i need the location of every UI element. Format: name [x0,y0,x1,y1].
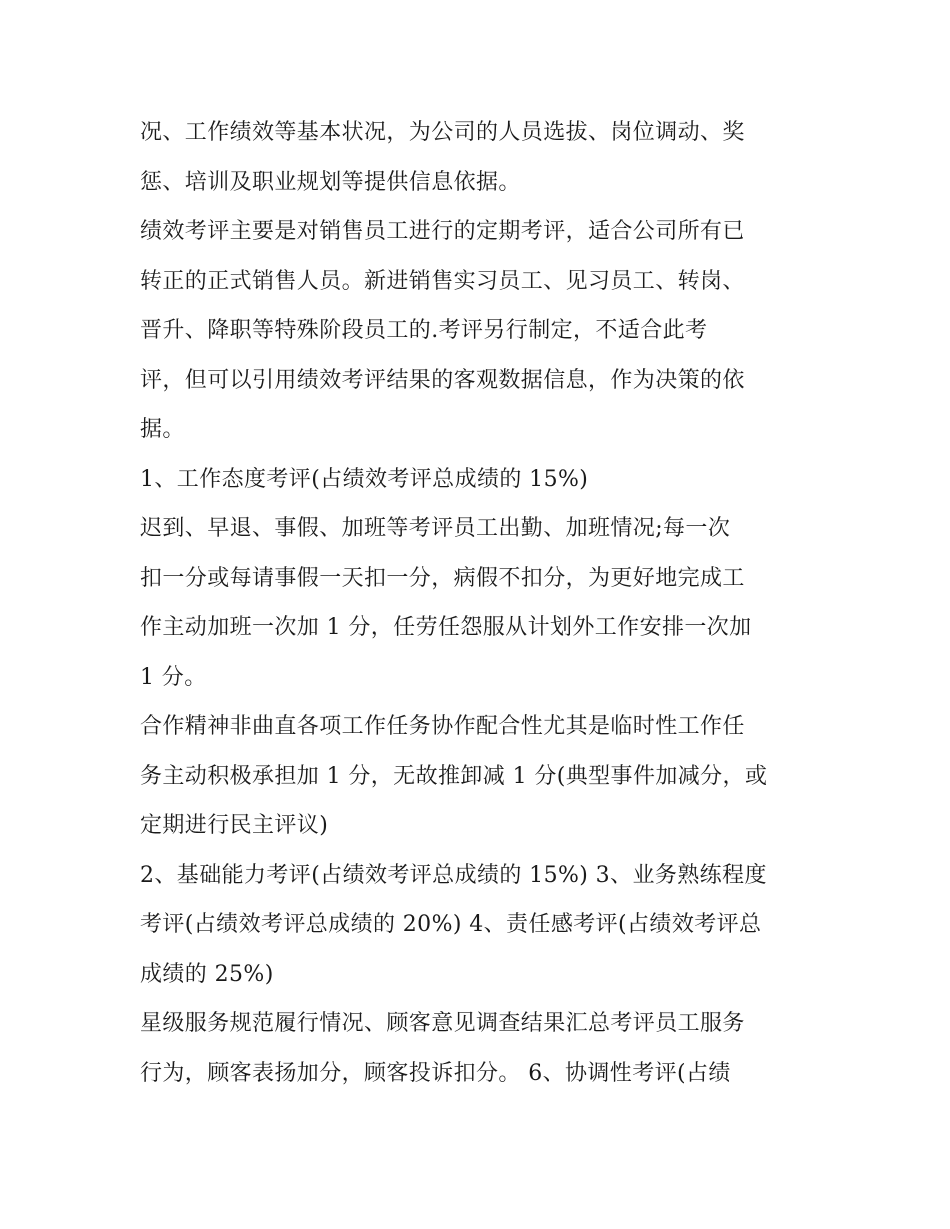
text-line: 绩效考评主要是对销售员工进行的定期考评，适合公司所有已 [140,219,745,244]
text-line: 考评(占绩效考评总成绩的 20%) 4、责任感考评(占绩效考评总 [140,912,762,937]
text-line: 行为，顾客表扬加分，顾客投诉扣分。 6、协调性考评(占绩 [140,1060,731,1086]
text-line: 晋升、降职等特殊阶段员工的.考评另行制定，不适合此考 [140,318,708,343]
text-line: 成绩的 25%) [140,961,274,987]
text-line: 评，但可以引用绩效考评结果的客观数据信息，作为决策的依 [140,367,745,393]
text-line: 定期进行民主评议) [140,813,329,838]
text-line: 扣一分或每请事假一天扣一分，病假不扣分，为更好地完成工 [140,565,745,591]
body-text [140,108,820,1098]
text-line: 合作精神非曲直各项工作任务协作配合性尤其是临时性工作任 [140,714,745,739]
text-line: 据。 [140,417,185,442]
text-line: 况、工作绩效等基本状况，为公司的人员选拔、岗位调动、奖 [140,120,745,145]
text-line: 星级服务规范履行情况、顾客意见调查结果汇总考评员工服务 [140,1011,745,1036]
text-line: 惩、培训及职业规划等提供信息依据。 [140,169,521,195]
text-line: 务主动积极承担加 1 分，无故推卸减 1 分(典型事件加减分，或 [140,763,768,789]
text-line: 迟到、早退、事假、加班等考评员工出勤、加班情况;每一次 [140,516,731,541]
section-heading: 1、工作态度考评(占绩效考评总成绩的 15%) [140,466,589,492]
text-line: 1 分。 [140,664,207,690]
section-heading: 2、基础能力考评(占绩效考评总成绩的 15%) 3、业务熟练程度 [140,862,767,888]
text-line: 作主动加班一次加 1 分，任劳任怨服从计划外工作安排一次加 [140,615,752,640]
text-line: 转正的正式销售人员。新进销售实习员工、见习员工、转岗、 [140,268,745,294]
